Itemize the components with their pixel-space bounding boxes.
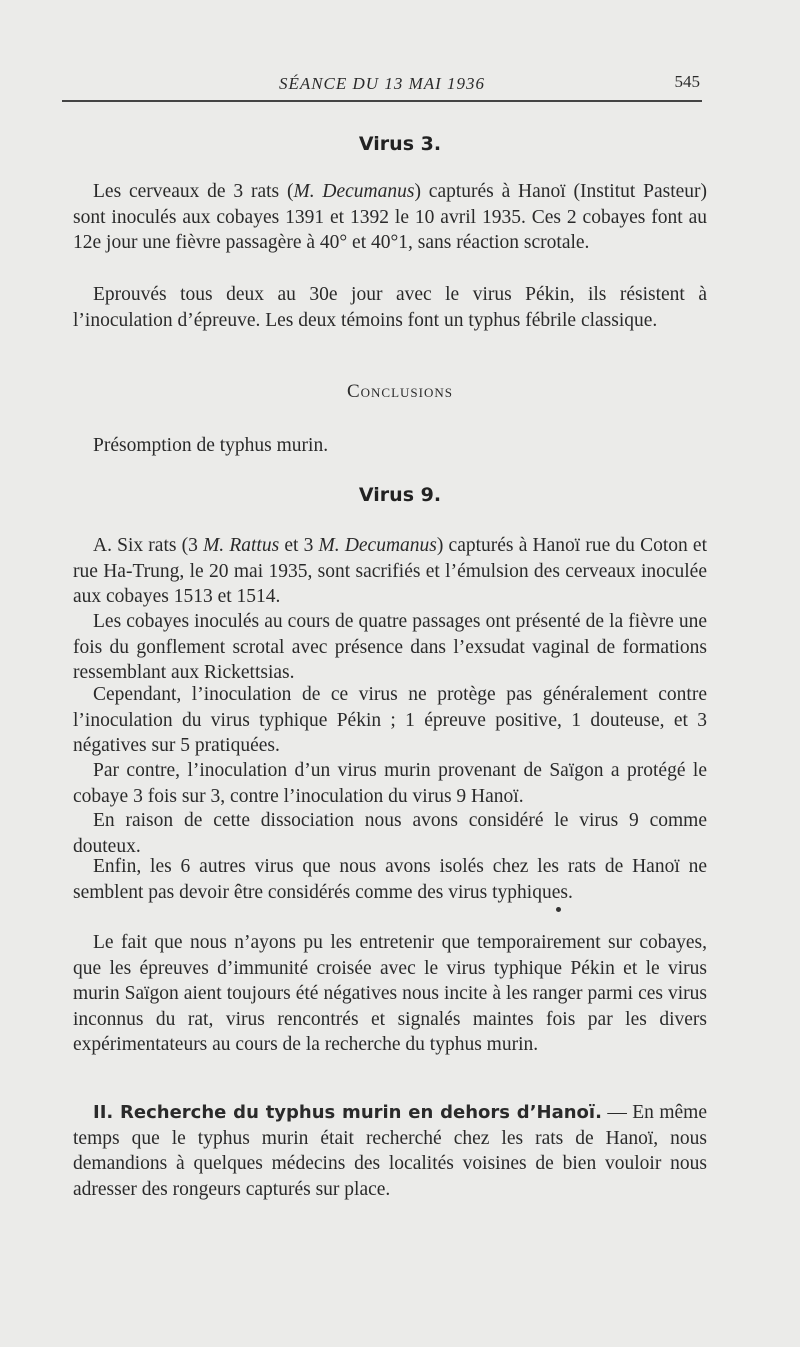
running-title: SÉANCE DU 13 MAI 1936 (278, 74, 486, 93)
paragraph-virus3-2: Eprouvés tous deux au 30e jour avec le virus Pékin, ils résistent à l’inoculation d’épreuve. Les deux témoins font un typhus fébrile classique. (73, 284, 707, 331)
text-run: Les cerveaux de 3 rats ( (93, 181, 294, 202)
paragraph-virus9-4: Par contre, l’inoculation d’un virus murin provenant de Saïgon a protégé le cobaye 3 fois sur 3, contre l’inoculation du virus 9 Hanoï. (73, 760, 707, 807)
heading-conclusions: Conclusions (346, 381, 453, 402)
heading-virus-9: Virus 9. (358, 484, 442, 506)
text-run: — En même temps que le typhus murin était recherché chez les rats de Hanoï, nous demandions à quelques médecins des localités voisines de bien vouloir nous adresser des rongeurs capturés sur place. (73, 1102, 707, 1200)
text-run: et 3 (279, 535, 319, 556)
text-run: ) capturés à Hanoï (Institut Pasteur) sont inoculés aux cobayes 1391 et 1392 le 10 avril 1935. Ces 2 cobayes font au 12e jour une fièvre passagère à 40° et 40°1, sans réaction scrotale. (73, 181, 708, 254)
species-name: M. Decumanus (293, 181, 415, 202)
text-run: A. Six rats (3 (93, 535, 204, 556)
ink-speck (556, 907, 561, 912)
paragraph-virus9-7: Le fait que nous n’ayons pu les entretenir que temporairement sur cobayes, que les épreuves d’immunité croisée avec le virus typhique Pékin et le virus murin Saïgon aient toujours été négatives nous incite à les ranger parmi ces virus inconnus du rat, virus rencontrés et signalés maintes fois par les divers expérimentateurs au cours de la recherche du typhus murin. (73, 932, 707, 1056)
paragraph-conclusion: Présomption de typhus murin. (93, 435, 329, 456)
paragraph-virus9-1 (73, 533, 707, 610)
text-run: ) capturés à Hanoï rue du Coton et rue Ha-Trung, le 20 mai 1935, sont sacrifiés et l’émulsion des cerveaux inoculée aux cobayes 1513 et 1514. (73, 535, 707, 608)
page-number: 545 (674, 72, 700, 91)
paragraph-virus9-2: Les cobayes inoculés au cours de quatre passages ont présenté de la fièvre une fois du gonflement scrotal avec présence dans l’exsudat vaginal de formations ressemblant aux Rickettsias. (73, 611, 707, 684)
species-name: M. Rattus (203, 535, 280, 556)
paragraph-virus9-6: Enfin, les 6 autres virus que nous avons isolés chez les rats de Hanoï ne semblent pas devoir être considérés comme des virus typhiques. (73, 856, 707, 903)
paragraph-virus9-5: En raison de cette dissociation nous avons considéré le virus 9 comme douteux. (73, 810, 707, 857)
paragraph-section-2 (73, 1100, 707, 1202)
running-header (62, 72, 702, 102)
paragraph-virus3-1 (73, 179, 707, 256)
species-name: M. Decumanus (318, 535, 437, 556)
section-2-title: II. Recherche du typhus murin en dehors d’Hanoï. (93, 1102, 602, 1123)
heading-virus-3: Virus 3. (358, 133, 442, 155)
paragraph-virus9-3: Cependant, l’inoculation de ce virus ne protège pas généralement contre l’inoculation du virus typhique Pékin ; 1 épreuve positive, 1 douteuse, et 3 négatives sur 5 pratiquées. (73, 684, 707, 757)
